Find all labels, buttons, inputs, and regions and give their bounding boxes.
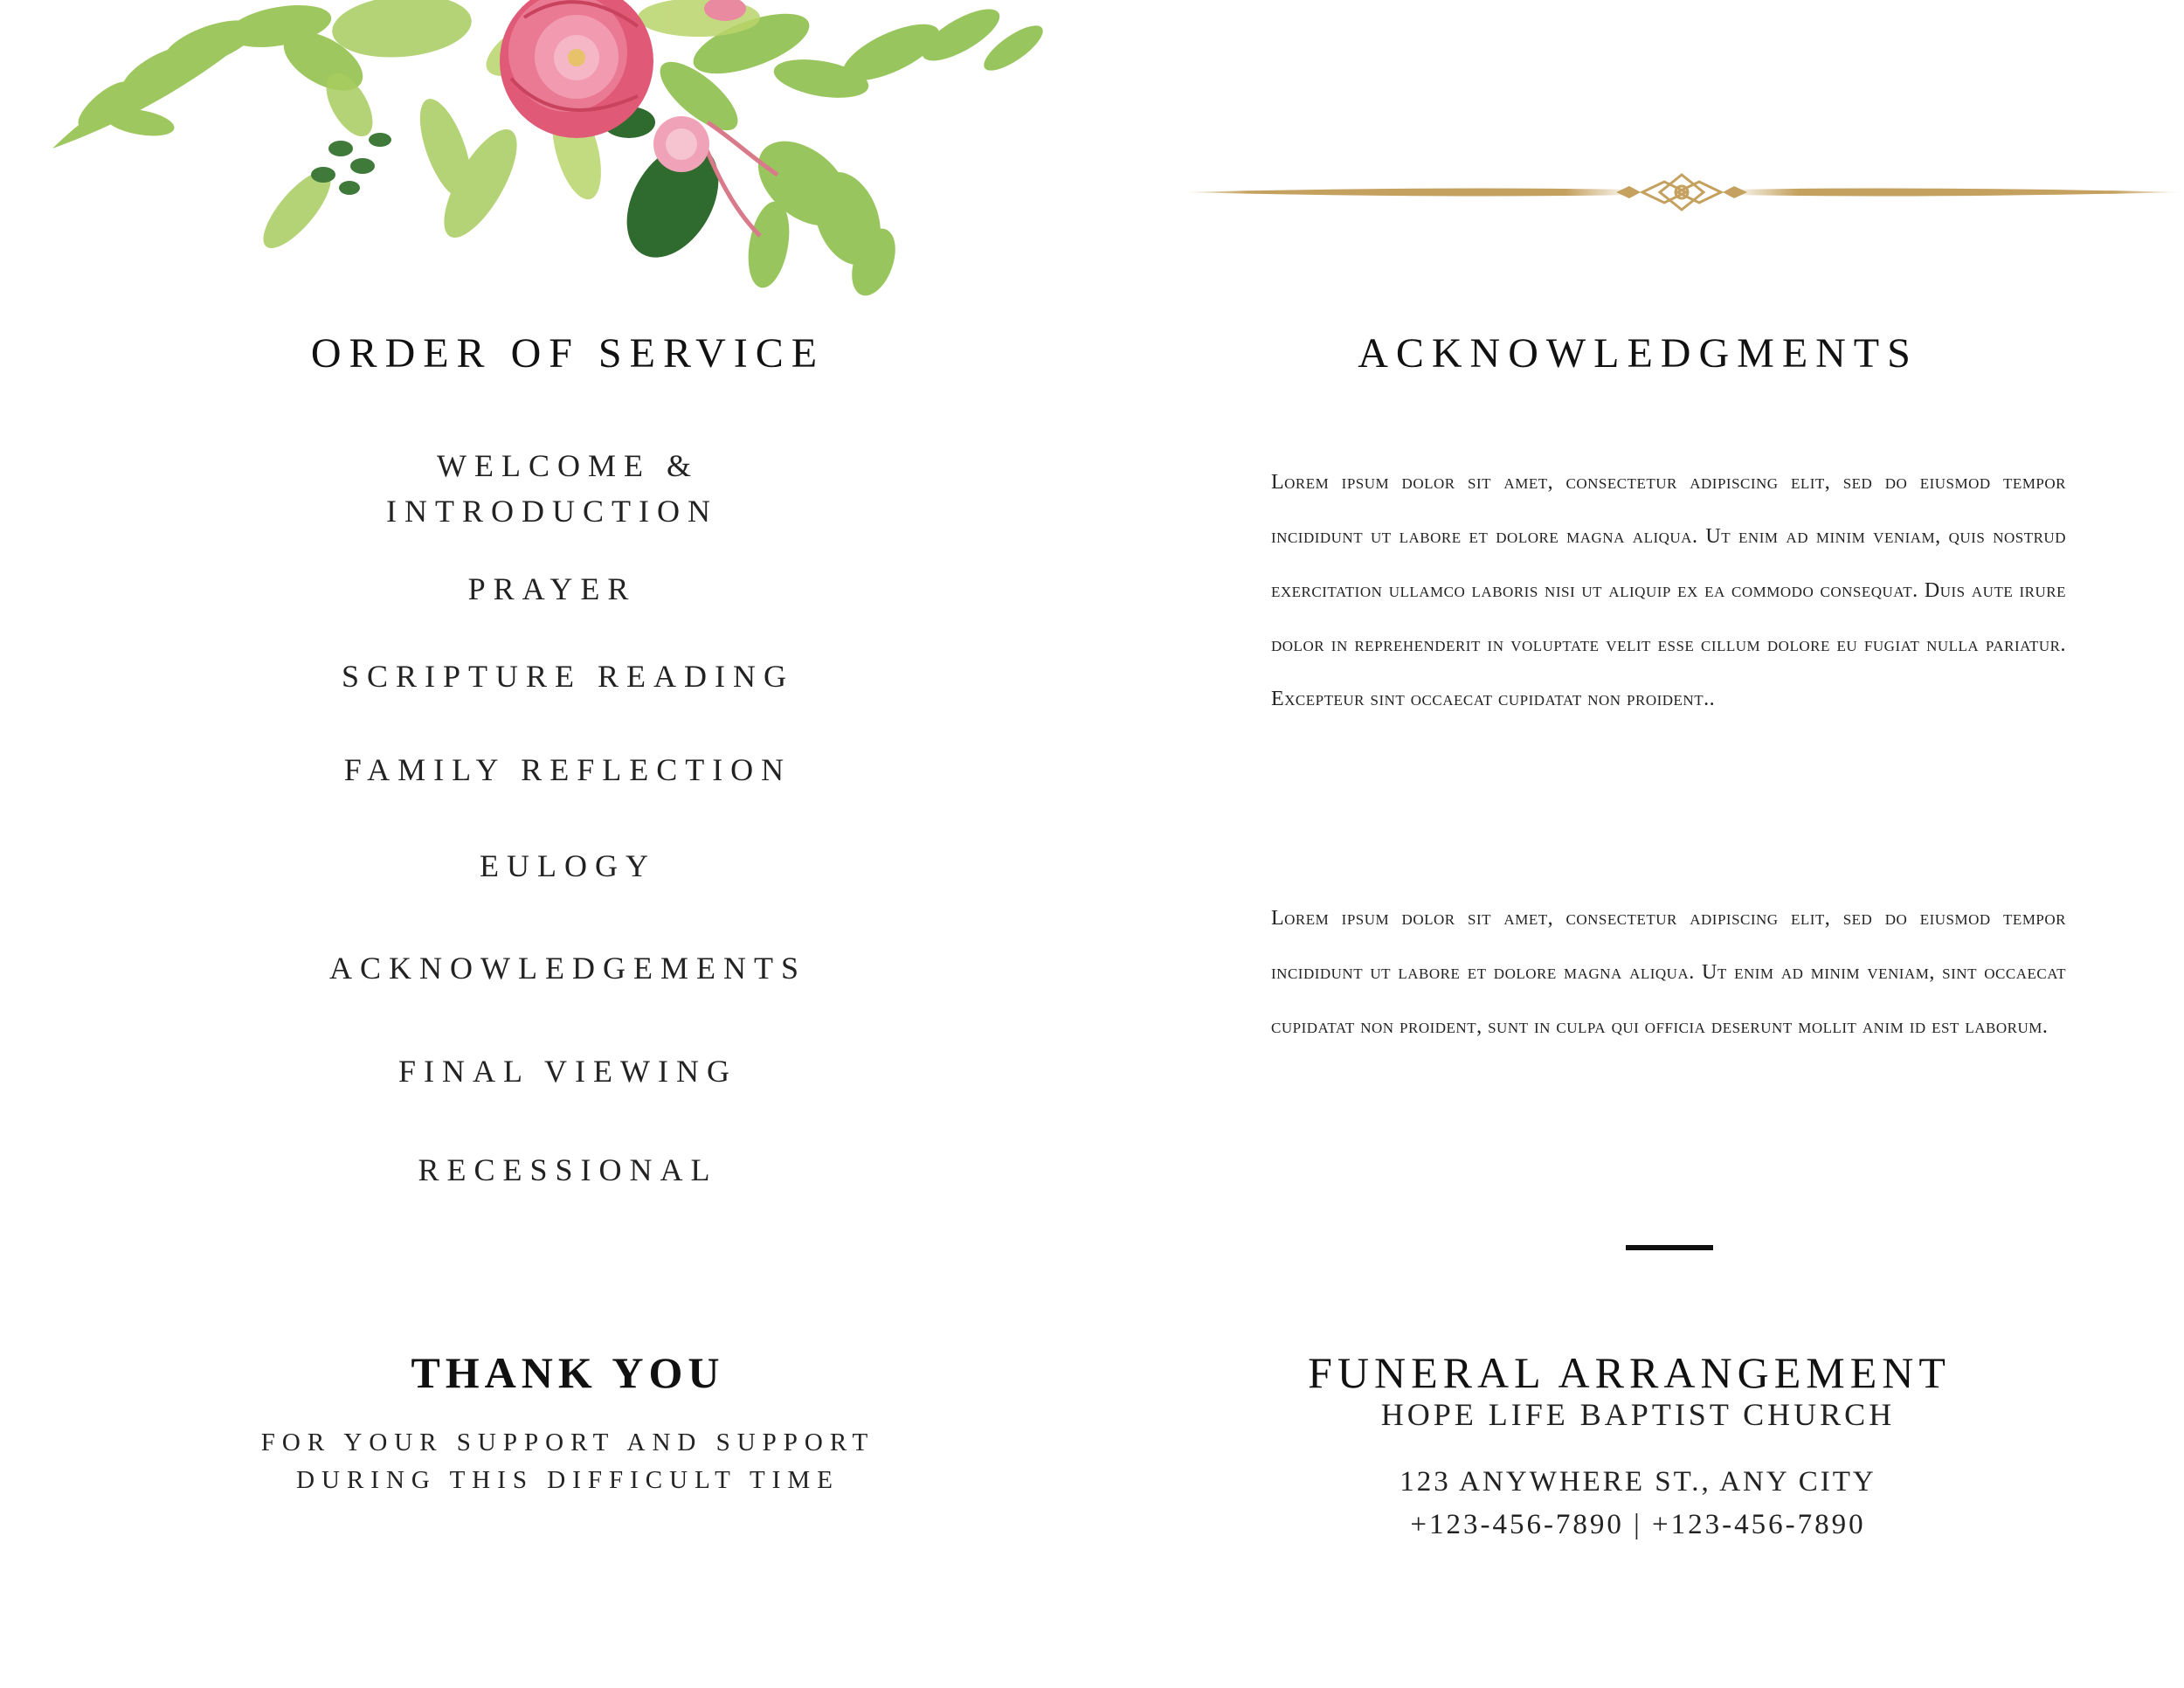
- divider-rule: [1626, 1245, 1713, 1250]
- service-item-prayer: PRAYER: [467, 571, 637, 606]
- acknowledgments-paragraph: Lorem ipsum dolor sit amet, consectetur adipiscing elit, sed do eiusmod tempor incididunt ut labore et dolore magna aliqua. Ut enim ad minim veniam, sint occaecat cupidatat non proident, sunt in culpa qui officia deserunt mollit anim id est laborum.: [1271, 907, 2066, 1038]
- right-panel: [1092, 0, 2184, 1688]
- service-item-recessional: RECESSIONAL: [418, 1152, 718, 1187]
- acknowledgments-title: ACKNOWLEDGMENTS: [1358, 330, 1918, 377]
- thank-you-line: DURING THIS DIFFICULT TIME: [296, 1466, 840, 1494]
- service-item-label: INTRODUCTION: [386, 494, 718, 529]
- order-of-service-title: ORDER OF SERVICE: [310, 330, 826, 377]
- service-list: [0, 0, 1136, 1223]
- service-item-welcome: [0, 443, 1136, 534]
- service-item-final-viewing: FINAL VIEWING: [398, 1054, 737, 1089]
- acknowledgments-paragraph: Lorem ipsum dolor sit amet, consectetur adipiscing elit, sed do eiusmod tempor incididunt ut labore et dolore magna aliqua. Ut enim ad minim veniam, quis nostrud exercitation ullamco laboris nisi ut aliquip ex ea commodo consequat. Duis aute irure dolor in reprehenderit in voluptate velit esse cillum dolore eu fugiat nulla pariatur. Excepteur sint occaecat cupidatat non proident..: [1271, 471, 2066, 710]
- church-name: HOPE LIFE BAPTIST CHURCH: [1380, 1397, 1896, 1432]
- thank-you-title: THANK YOU: [411, 1347, 725, 1397]
- service-item-eulogy: EULOGY: [480, 848, 656, 883]
- church-phone-numbers: +123-456-7890 | +123-456-7890: [1410, 1509, 1866, 1540]
- funeral-arrangement-title: FUNERAL ARRANGEMENT: [1308, 1347, 1951, 1397]
- service-item-label: WELCOME &: [437, 448, 699, 483]
- service-item-scripture-reading: SCRIPTURE READING: [341, 659, 795, 694]
- service-item-acknowledgements: ACKNOWLEDGEMENTS: [329, 951, 806, 986]
- gold-ornament-divider-icon: [1179, 170, 2184, 214]
- service-item-family-reflection: FAMILY REFLECTION: [343, 752, 792, 787]
- church-address: 123 ANYWHERE ST., ANY CITY: [1400, 1466, 1876, 1498]
- thank-you-line: FOR YOUR SUPPORT AND SUPPORT: [260, 1429, 875, 1456]
- thank-you-message: [0, 1424, 1136, 1499]
